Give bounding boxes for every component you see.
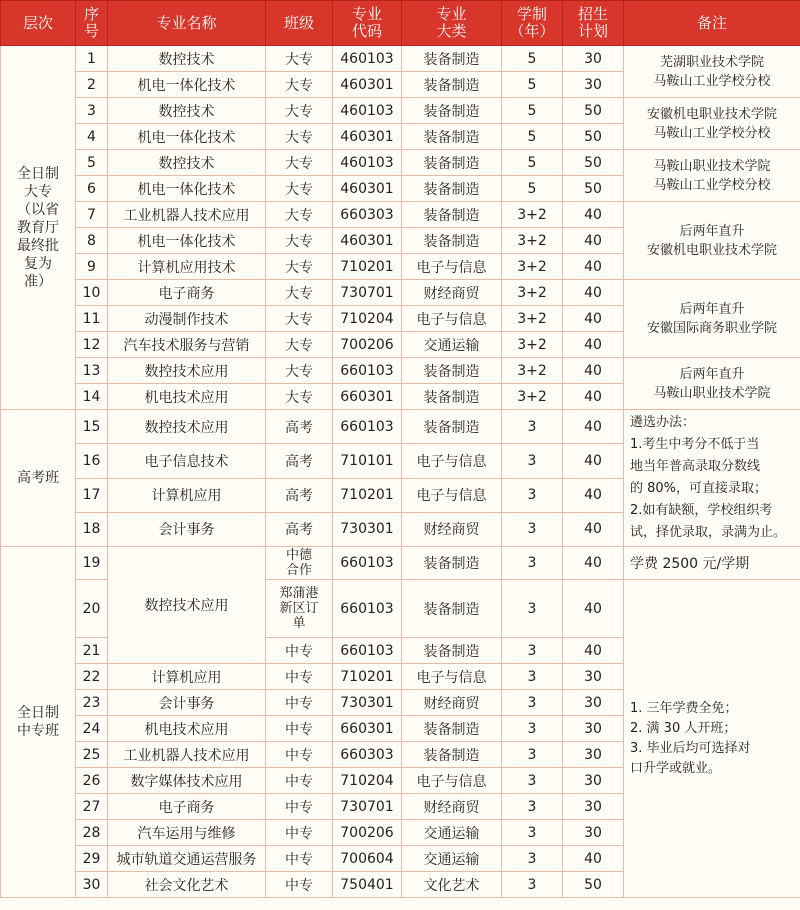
cell-category: 电子与信息 — [402, 478, 502, 512]
cell-class: 中专 — [266, 768, 333, 794]
note-line: 2. 满 30 人开班； — [630, 720, 737, 736]
table-row — [1, 150, 800, 176]
cell-code: 710204 — [333, 768, 402, 794]
cell-duration: 3+2 — [502, 228, 563, 254]
cell-class: 大专 — [266, 280, 333, 306]
cell-duration: 3 — [502, 478, 563, 512]
cell-seq: 4 — [76, 124, 108, 150]
cell-plan: 40 — [563, 638, 624, 664]
cell-major: 会计事务 — [108, 512, 266, 546]
cell-seq: 18 — [76, 512, 108, 546]
cell-code: 660103 — [333, 638, 402, 664]
cell-duration: 3 — [502, 872, 563, 898]
cell-class-line: 单 — [292, 616, 306, 631]
cell-major: 城市轨道交通运营服务 — [108, 846, 266, 872]
cell-category: 装备制造 — [402, 176, 502, 202]
cell-class: 中专 — [266, 872, 333, 898]
cell-duration: 3 — [502, 846, 563, 872]
table-row — [1, 410, 800, 444]
cell-plan: 50 — [563, 872, 624, 898]
cell-seq: 10 — [76, 280, 108, 306]
cell-seq: 28 — [76, 820, 108, 846]
cell-major: 会计事务 — [108, 690, 266, 716]
cell-major: 电子信息技术 — [108, 444, 266, 478]
cell-plan: 40 — [563, 846, 624, 872]
cell-major: 数控技术应用 — [108, 410, 266, 444]
cell-category: 交通运输 — [402, 332, 502, 358]
cell-plan: 40 — [563, 384, 624, 410]
cell-category: 电子与信息 — [402, 306, 502, 332]
cell-code: 660103 — [333, 358, 402, 384]
cell-seq: 17 — [76, 478, 108, 512]
cell-code: 730701 — [333, 280, 402, 306]
cell-category: 财经商贸 — [402, 690, 502, 716]
cell-major: 机电一体化技术 — [108, 72, 266, 98]
cell-seq: 9 — [76, 254, 108, 280]
note-line: 马鞍山工业学校分校 — [653, 73, 771, 89]
cell-seq: 29 — [76, 846, 108, 872]
cell-seq: 7 — [76, 202, 108, 228]
cell-code: 660303 — [333, 202, 402, 228]
cell-duration: 3 — [502, 580, 563, 638]
note-cell — [624, 150, 800, 202]
cell-code: 700206 — [333, 820, 402, 846]
cell-code: 710201 — [333, 664, 402, 690]
note-cell — [624, 46, 800, 98]
note-line: 1.考生中考分不低于当 — [630, 437, 760, 452]
cell-code: 660103 — [333, 410, 402, 444]
table-row — [1, 202, 800, 228]
cell-code: 660301 — [333, 384, 402, 410]
cell-duration: 3 — [502, 716, 563, 742]
cell-duration: 3 — [502, 690, 563, 716]
cell-code: 460301 — [333, 124, 402, 150]
cell-plan: 30 — [563, 46, 624, 72]
cell-major: 数控技术应用 — [108, 547, 266, 664]
cell-category: 装备制造 — [402, 638, 502, 664]
cell-class: 中专 — [266, 794, 333, 820]
note-line: 安徽机电职业技术学院 — [646, 106, 777, 122]
note-line: 试，择优录取，录满为止。 — [630, 525, 787, 540]
header-seq-line: 号 — [83, 22, 99, 40]
note-cell — [624, 580, 800, 898]
level-gaokao: 高考班 — [1, 410, 76, 547]
cell-code: 660103 — [333, 547, 402, 580]
note-line: 安徽国际商务职业学院 — [646, 320, 777, 336]
level-zhongzhuan — [1, 547, 76, 898]
cell-duration: 5 — [502, 176, 563, 202]
cell-major: 电子商务 — [108, 794, 266, 820]
note-line: 3. 毕业后均可选择对 — [630, 740, 751, 756]
cell-duration: 3 — [502, 820, 563, 846]
table-row — [1, 358, 800, 384]
cell-seq: 11 — [76, 306, 108, 332]
cell-duration: 3+2 — [502, 306, 563, 332]
cell-major: 机电一体化技术 — [108, 228, 266, 254]
note-line: 后两年直升 — [679, 366, 745, 382]
cell-class: 大专 — [266, 254, 333, 280]
cell-code: 460301 — [333, 176, 402, 202]
cell-major: 数控技术应用 — [108, 358, 266, 384]
cell-seq: 1 — [76, 46, 108, 72]
note-line: 1. 三年学费全免； — [630, 700, 738, 716]
cell-class: 大专 — [266, 384, 333, 410]
cell-code: 710204 — [333, 306, 402, 332]
cell-duration: 3 — [502, 410, 563, 444]
cell-seq: 8 — [76, 228, 108, 254]
header-plan-line: 计划 — [577, 22, 608, 40]
header-duration-line: 学制 — [516, 5, 547, 23]
cell-plan: 40 — [563, 580, 624, 638]
cell-plan: 30 — [563, 768, 624, 794]
cell-duration: 3 — [502, 512, 563, 546]
level-zhongzhuan-line: 中专班 — [17, 723, 59, 739]
cell-seq: 16 — [76, 444, 108, 478]
cell-duration: 3+2 — [502, 332, 563, 358]
header-class: 班级 — [266, 1, 333, 46]
cell-major: 计算机应用 — [108, 478, 266, 512]
note-line: 安徽机电职业技术学院 — [646, 242, 777, 258]
cell-category: 电子与信息 — [402, 664, 502, 690]
header-category-line: 专业 — [436, 5, 467, 23]
cell-major: 工业机器人技术应用 — [108, 742, 266, 768]
cell-plan: 30 — [563, 820, 624, 846]
cell-plan: 40 — [563, 547, 624, 580]
note-line: 地当年普高录取分数线 — [630, 459, 761, 474]
cell-duration: 3+2 — [502, 202, 563, 228]
cell-class: 大专 — [266, 202, 333, 228]
header-code-line: 专业 — [351, 5, 382, 23]
cell-category: 电子与信息 — [402, 254, 502, 280]
cell-category: 装备制造 — [402, 547, 502, 580]
level-dazhuan-line: 全日制 — [17, 165, 59, 182]
cell-plan: 30 — [563, 690, 624, 716]
cell-class — [266, 547, 333, 580]
cell-class: 大专 — [266, 306, 333, 332]
cell-duration: 3 — [502, 638, 563, 664]
cell-duration: 3+2 — [502, 280, 563, 306]
cell-duration: 5 — [502, 124, 563, 150]
cell-category: 装备制造 — [402, 46, 502, 72]
cell-seq: 21 — [76, 638, 108, 664]
note-line: 马鞍山职业技术学院 — [653, 385, 771, 401]
cell-class: 大专 — [266, 228, 333, 254]
cell-duration: 5 — [502, 98, 563, 124]
cell-class: 高考 — [266, 478, 333, 512]
cell-seq: 14 — [76, 384, 108, 410]
cell-category: 交通运输 — [402, 820, 502, 846]
cell-class-line: 中德 — [285, 548, 312, 563]
header-level: 层次 — [1, 1, 76, 46]
cell-class: 大专 — [266, 46, 333, 72]
cell-class: 中专 — [266, 664, 333, 690]
cell-code: 700604 — [333, 846, 402, 872]
cell-category: 装备制造 — [402, 358, 502, 384]
cell-plan: 50 — [563, 150, 624, 176]
cell-code: 660301 — [333, 716, 402, 742]
note-line: 的 80%，可直接录取； — [630, 481, 768, 496]
note-line: 马鞍山工业学校分校 — [653, 125, 771, 141]
cell-seq: 20 — [76, 580, 108, 638]
note-line: 后两年直升 — [679, 301, 745, 317]
cell-class-line: 郑蒲港 — [279, 586, 319, 601]
level-dazhuan-line: 最终批 — [17, 237, 59, 254]
cell-duration: 3+2 — [502, 254, 563, 280]
cell-class: 大专 — [266, 72, 333, 98]
cell-class: 中专 — [266, 846, 333, 872]
cell-code: 460103 — [333, 98, 402, 124]
cell-major: 工业机器人技术应用 — [108, 202, 266, 228]
cell-plan: 40 — [563, 410, 624, 444]
cell-major: 机电技术应用 — [108, 384, 266, 410]
cell-class: 大专 — [266, 98, 333, 124]
cell-category: 装备制造 — [402, 202, 502, 228]
cell-code: 460103 — [333, 46, 402, 72]
level-dazhuan-line: 复为 — [24, 255, 52, 272]
cell-major: 数控技术 — [108, 98, 266, 124]
note-cell — [624, 358, 800, 410]
note-line: 马鞍山职业技术学院 — [653, 158, 771, 174]
table-row — [1, 547, 800, 580]
cell-seq: 15 — [76, 410, 108, 444]
note-cell — [624, 98, 800, 150]
cell-plan: 40 — [563, 280, 624, 306]
cell-category: 电子与信息 — [402, 444, 502, 478]
cell-seq: 6 — [76, 176, 108, 202]
cell-plan: 40 — [563, 358, 624, 384]
level-dazhuan-line: 大专 — [24, 183, 52, 200]
cell-seq: 27 — [76, 794, 108, 820]
cell-code: 750401 — [333, 872, 402, 898]
cell-category: 装备制造 — [402, 410, 502, 444]
header-duration — [502, 1, 563, 46]
cell-category: 文化艺术 — [402, 872, 502, 898]
cell-class: 中专 — [266, 716, 333, 742]
table-row — [1, 98, 800, 124]
cell-duration: 5 — [502, 46, 563, 72]
cell-class-line: 合作 — [285, 563, 312, 578]
cell-plan: 40 — [563, 478, 624, 512]
cell-class: 高考 — [266, 410, 333, 444]
cell-major: 数字媒体技术应用 — [108, 768, 266, 794]
cell-seq: 12 — [76, 332, 108, 358]
cell-code: 460301 — [333, 228, 402, 254]
cell-code: 730301 — [333, 512, 402, 546]
cell-class: 高考 — [266, 444, 333, 478]
cell-major: 数控技术 — [108, 150, 266, 176]
cell-class: 大专 — [266, 176, 333, 202]
table-row — [1, 280, 800, 306]
cell-class: 大专 — [266, 332, 333, 358]
cell-seq: 30 — [76, 872, 108, 898]
cell-plan: 40 — [563, 306, 624, 332]
cell-code: 460301 — [333, 72, 402, 98]
cell-plan: 50 — [563, 98, 624, 124]
header-seq — [76, 1, 108, 46]
cell-major: 计算机应用技术 — [108, 254, 266, 280]
header-major: 专业名称 — [108, 1, 266, 46]
level-dazhuan-line: （以省 — [17, 201, 59, 218]
cell-class: 大专 — [266, 124, 333, 150]
level-dazhuan — [1, 46, 76, 410]
cell-class: 中专 — [266, 742, 333, 768]
cell-code: 700206 — [333, 332, 402, 358]
cell-category: 装备制造 — [402, 228, 502, 254]
cell-plan: 40 — [563, 202, 624, 228]
cell-class: 大专 — [266, 150, 333, 176]
cell-seq: 24 — [76, 716, 108, 742]
cell-seq: 23 — [76, 690, 108, 716]
note-cell: 学费 2500 元/学期 — [624, 547, 800, 580]
cell-duration: 3 — [502, 768, 563, 794]
cell-duration: 3 — [502, 794, 563, 820]
cell-major: 汽车运用与维修 — [108, 820, 266, 846]
cell-code: 660303 — [333, 742, 402, 768]
note-line: 2.如有缺额，学校组织考 — [630, 503, 773, 518]
cell-class-line: 新区订 — [279, 601, 319, 616]
note-line: 口升学或就业。 — [630, 760, 722, 776]
cell-duration: 3 — [502, 742, 563, 768]
note-line: 后两年直升 — [679, 223, 745, 239]
cell-category: 装备制造 — [402, 716, 502, 742]
cell-code: 730301 — [333, 690, 402, 716]
cell-plan: 30 — [563, 742, 624, 768]
header-category-line: 大类 — [436, 22, 467, 40]
cell-major: 电子商务 — [108, 280, 266, 306]
cell-category: 电子与信息 — [402, 768, 502, 794]
cell-plan: 40 — [563, 254, 624, 280]
note-cell — [624, 280, 800, 358]
header-duration-line: （年） — [509, 22, 555, 40]
cell-plan: 40 — [563, 332, 624, 358]
cell-code: 660103 — [333, 580, 402, 638]
cell-class: 中专 — [266, 820, 333, 846]
cell-major: 社会文化艺术 — [108, 872, 266, 898]
cell-seq: 26 — [76, 768, 108, 794]
cell-duration: 5 — [502, 150, 563, 176]
cell-code: 460103 — [333, 150, 402, 176]
cell-plan: 30 — [563, 72, 624, 98]
level-dazhuan-line: 准） — [24, 273, 52, 290]
cell-category: 装备制造 — [402, 742, 502, 768]
cell-duration: 3 — [502, 444, 563, 478]
cell-code: 710201 — [333, 254, 402, 280]
header-code-line: 代码 — [351, 22, 382, 40]
cell-seq: 25 — [76, 742, 108, 768]
header-code — [333, 1, 402, 46]
cell-duration: 3 — [502, 664, 563, 690]
header-seq-line: 序 — [83, 5, 99, 23]
cell-plan: 40 — [563, 444, 624, 478]
cell-seq: 3 — [76, 98, 108, 124]
cell-seq: 2 — [76, 72, 108, 98]
cell-class: 中专 — [266, 690, 333, 716]
cell-category: 财经商贸 — [402, 280, 502, 306]
header-note: 备注 — [624, 1, 800, 46]
cell-duration: 3 — [502, 547, 563, 580]
cell-duration: 5 — [502, 72, 563, 98]
cell-category: 财经商贸 — [402, 794, 502, 820]
cell-plan: 30 — [563, 716, 624, 742]
cell-major: 汽车技术服务与营销 — [108, 332, 266, 358]
cell-major: 动漫制作技术 — [108, 306, 266, 332]
cell-category: 装备制造 — [402, 98, 502, 124]
cell-plan: 40 — [563, 512, 624, 546]
cell-code: 710101 — [333, 444, 402, 478]
cell-duration: 3+2 — [502, 384, 563, 410]
cell-category: 装备制造 — [402, 150, 502, 176]
cell-major: 机电一体化技术 — [108, 124, 266, 150]
cell-category: 财经商贸 — [402, 512, 502, 546]
cell-plan: 30 — [563, 664, 624, 690]
cell-plan: 50 — [563, 176, 624, 202]
cell-code: 730701 — [333, 794, 402, 820]
cell-class: 高考 — [266, 512, 333, 546]
cell-major: 机电一体化技术 — [108, 176, 266, 202]
cell-major: 机电技术应用 — [108, 716, 266, 742]
cell-plan: 40 — [563, 228, 624, 254]
level-zhongzhuan-line: 全日制 — [17, 705, 59, 721]
note-line: 马鞍山工业学校分校 — [653, 177, 771, 193]
header-row — [1, 1, 800, 46]
cell-duration: 3+2 — [502, 358, 563, 384]
cell-class: 中专 — [266, 638, 333, 664]
cell-class — [266, 580, 333, 638]
cell-major: 计算机应用 — [108, 664, 266, 690]
note-cell — [624, 410, 800, 547]
note-line: 芜湖职业技术学院 — [659, 54, 764, 70]
header-plan — [563, 1, 624, 46]
cell-plan: 50 — [563, 124, 624, 150]
table-row — [1, 46, 800, 72]
cell-seq: 19 — [76, 547, 108, 580]
cell-category: 装备制造 — [402, 580, 502, 638]
cell-category: 装备制造 — [402, 72, 502, 98]
cell-class: 大专 — [266, 358, 333, 384]
cell-seq: 13 — [76, 358, 108, 384]
header-plan-line: 招生 — [577, 5, 608, 23]
cell-category: 装备制造 — [402, 124, 502, 150]
cell-plan: 30 — [563, 794, 624, 820]
cell-seq: 22 — [76, 664, 108, 690]
header-category — [402, 1, 502, 46]
cell-code: 710201 — [333, 478, 402, 512]
table-body — [1, 46, 800, 898]
note-line: 遴选办法： — [630, 415, 696, 430]
note-cell — [624, 202, 800, 280]
level-dazhuan-line: 教育厅 — [17, 219, 59, 236]
cell-seq: 5 — [76, 150, 108, 176]
cell-major: 数控技术 — [108, 46, 266, 72]
cell-category: 交通运输 — [402, 846, 502, 872]
cell-category: 装备制造 — [402, 384, 502, 410]
